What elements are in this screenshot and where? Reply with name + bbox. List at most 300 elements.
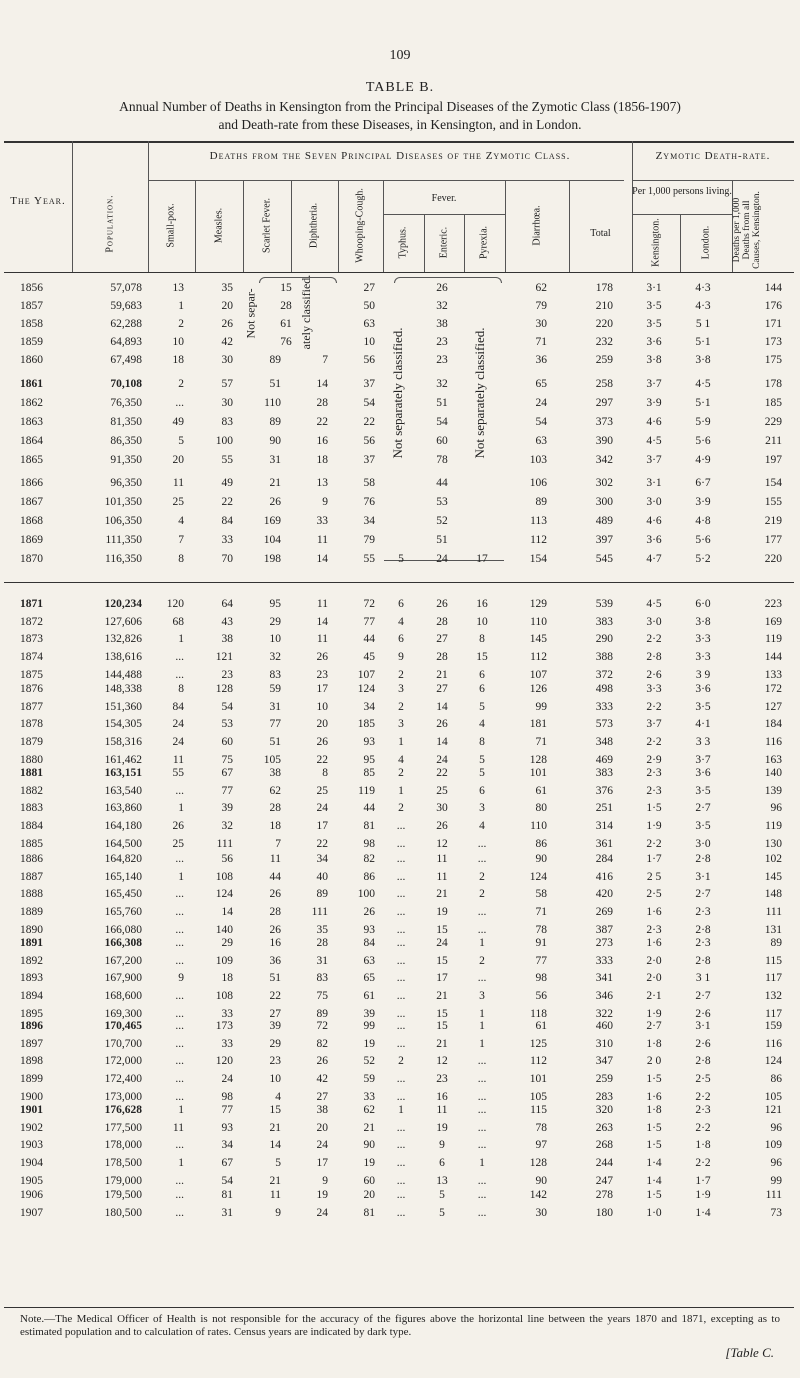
- table-row: [0, 378, 800, 397]
- kensington-rate-cell: 1·5: [646, 1121, 662, 1134]
- all-causes-rate-cell: 89: [770, 937, 782, 949]
- enteric-cell: 13: [436, 1174, 448, 1187]
- total-cell: 258: [595, 378, 613, 390]
- enteric-cell: 52: [436, 515, 448, 527]
- smallpox-cell: ...: [175, 937, 184, 949]
- smallpox-cell: 20: [172, 454, 184, 466]
- measles-cell: 24: [221, 1073, 233, 1086]
- kensington-rate-cell: 3·3: [646, 683, 662, 695]
- population-cell: 116,350: [105, 553, 142, 565]
- year-cell: 1905: [20, 1174, 43, 1187]
- scarlet-fever-cell: 27: [269, 1007, 281, 1020]
- london-rate-cell: 5·1: [695, 336, 711, 348]
- whooping-cough-cell: 52: [363, 1055, 375, 1068]
- whooping-cough-header: Whooping-Cough.: [354, 188, 366, 263]
- kensington-rate-cell: 2 5: [646, 870, 662, 883]
- whooping-cough-cell: 107: [357, 668, 375, 681]
- enteric-cell: 51: [436, 534, 448, 546]
- table-row: [0, 853, 800, 872]
- measles-cell: 83: [221, 416, 233, 428]
- population-cell: 179,500: [104, 1189, 142, 1201]
- diphtheria-cell: 42: [316, 1073, 328, 1086]
- london-rate-cell: 2·8: [695, 923, 711, 936]
- diphtheria-cell: 8: [322, 767, 328, 779]
- all-causes-rate-cell: 145: [764, 870, 782, 883]
- scarlet-fever-cell: 28: [269, 906, 281, 919]
- scarlet-fever-cell: 44: [269, 870, 281, 883]
- all-causes-rate-cell: 154: [764, 477, 782, 489]
- whooping-cough-cell: 10: [363, 336, 375, 348]
- total-cell: 342: [595, 454, 613, 466]
- measles-cell: 109: [215, 954, 233, 967]
- london-rate-cell: 2·2: [695, 1157, 711, 1170]
- enteric-cell: 54: [436, 416, 448, 428]
- smallpox-cell: 1: [178, 633, 184, 646]
- measles-cell: 35: [221, 282, 233, 294]
- whooping-cough-cell: 82: [363, 853, 375, 865]
- diphtheria-cell: 22: [316, 837, 328, 850]
- diarrhoea-cell: 181: [529, 718, 547, 731]
- whooping-cough-cell: 39: [363, 1007, 375, 1020]
- enteric-cell: 25: [436, 784, 448, 797]
- year-cell: 1889: [20, 906, 43, 919]
- all-causes-rate-cell: 144: [764, 282, 782, 294]
- pyrexia-cell: 2: [479, 954, 485, 967]
- scarlet-fever-cell: 105: [263, 753, 281, 766]
- population-cell: 165,760: [104, 906, 142, 919]
- typhus-cell: 5: [398, 553, 404, 565]
- enteric-cell: 21: [436, 668, 448, 681]
- header-divider: [72, 141, 73, 272]
- london-rate-cell: 1·4: [695, 1206, 711, 1219]
- pyrexia-cell: ...: [477, 972, 487, 985]
- typhus-cell: ...: [396, 923, 406, 936]
- pyrexia-cell: 8: [479, 736, 485, 749]
- scarlet-fever-cell: 32: [269, 651, 281, 664]
- london-rate-cell: 1·9: [695, 1189, 711, 1201]
- diarrhoea-cell: 71: [535, 336, 547, 348]
- enteric-cell: 38: [436, 318, 448, 330]
- diphtheria-cell: 14: [316, 615, 328, 628]
- year-cell: 1869: [20, 534, 43, 546]
- kensington-rate-cell: 2·5: [646, 888, 662, 901]
- table-row: [0, 888, 800, 907]
- scarlet-fever-cell: 110: [264, 397, 281, 409]
- enteric-cell: 26: [436, 718, 448, 731]
- diarrhoea-cell: 118: [530, 1007, 547, 1020]
- year-cell: 1906: [20, 1189, 43, 1201]
- london-rate-cell: 5·2: [695, 553, 711, 565]
- diphtheria-cell: 11: [316, 598, 328, 610]
- year-cell: 1903: [20, 1139, 43, 1152]
- year-cell: 1859: [20, 336, 43, 348]
- year-cell: 1899: [20, 1073, 43, 1086]
- diarrhoea-cell: 65: [535, 378, 547, 390]
- kensington-rate-cell: 4·6: [646, 515, 662, 527]
- diphtheria-cell: 34: [316, 853, 328, 865]
- smallpox-cell: ...: [175, 923, 184, 936]
- measles-cell: 33: [221, 1037, 233, 1050]
- all-causes-rate-cell: 116: [765, 1037, 782, 1050]
- scarlet-fever-cell: 21: [269, 477, 281, 489]
- total-cell: 244: [595, 1157, 613, 1170]
- london-rate-cell: 1·8: [695, 1139, 711, 1152]
- kensington-rate-cell: 1·7: [646, 853, 662, 865]
- total-cell: 210: [595, 300, 613, 312]
- kensington-rate-cell: 1·5: [646, 1073, 662, 1086]
- table-row: [0, 1038, 800, 1057]
- kensington-rate-cell: 1·6: [646, 937, 662, 949]
- diphtheria-cell: 10: [316, 700, 328, 713]
- scarlet-fever-cell: 21: [269, 1174, 281, 1187]
- total-cell: 361: [595, 837, 613, 850]
- pyrexia-cell: ...: [477, 837, 487, 850]
- smallpox-cell: ...: [175, 668, 184, 681]
- population-cell: 86,350: [110, 435, 142, 447]
- enteric-cell: 28: [436, 615, 448, 628]
- diphtheria-cell: 40: [316, 870, 328, 883]
- diarrhoea-cell: 112: [530, 651, 547, 664]
- table-row: [0, 1207, 800, 1226]
- diarrhoea-cell: 154: [529, 553, 547, 565]
- diarrhoea-cell: 36: [535, 354, 547, 366]
- scarlet-diphtheria-combined-cell: 28: [280, 300, 292, 312]
- total-cell: 320: [595, 1104, 613, 1116]
- typhus-cell: ...: [396, 954, 406, 967]
- all-causes-rate-cell: 96: [770, 1121, 782, 1134]
- all-causes-rate-cell: 229: [764, 416, 782, 428]
- smallpox-cell: 120: [166, 598, 184, 610]
- population-cell: 70,108: [110, 378, 142, 390]
- year-cell: 1904: [20, 1157, 43, 1170]
- total-cell: 220: [595, 318, 613, 330]
- smallpox-cell: 68: [172, 615, 184, 628]
- typhus-cell: ...: [396, 1037, 406, 1050]
- diphtheria-cell: 26: [316, 1055, 328, 1068]
- table-row: [0, 871, 800, 890]
- london-rate-cell: 4·9: [695, 454, 711, 466]
- total-cell: 268: [595, 1139, 613, 1152]
- london-rate-cell: 3·8: [695, 354, 711, 366]
- pyrexia-cell: ...: [477, 1055, 487, 1068]
- table-row: [0, 1157, 800, 1176]
- total-cell: 180: [595, 1206, 613, 1219]
- diphtheria-cell: 13: [316, 477, 328, 489]
- whooping-cough-cell: 81: [363, 1206, 375, 1219]
- measles-header: Measles.: [213, 207, 225, 244]
- kensington-rate-cell: 3·0: [646, 615, 662, 628]
- all-causes-rate-cell: 163: [764, 753, 782, 766]
- kensington-rate-cell: 2·7: [646, 1020, 662, 1032]
- london-rate-cell: 3·5: [695, 700, 711, 713]
- whooping-cough-cell: 45: [363, 651, 375, 664]
- pyrexia-cell: ...: [477, 853, 487, 865]
- caption-line-1: Annual Number of Deaths in Kensington from the Principal Diseases of the Zymotic Class (1856-1907): [119, 99, 681, 114]
- per1000-rule: [632, 214, 732, 215]
- all-causes-rate-cell: 124: [764, 1055, 782, 1068]
- smallpox-cell: 11: [172, 1121, 184, 1134]
- smallpox-cell: 25: [172, 837, 184, 850]
- table-row: [0, 534, 800, 553]
- whooping-cough-cell: 56: [363, 354, 375, 366]
- whooping-cough-cell: 86: [363, 870, 375, 883]
- typhus-cell: ...: [396, 1007, 406, 1020]
- enteric-cell: 14: [436, 700, 448, 713]
- measles-cell: 140: [215, 923, 233, 936]
- whooping-cough-cell: 124: [357, 683, 375, 695]
- all-causes-rate-cell: 102: [764, 853, 782, 865]
- whooping-cough-cell: 60: [363, 1174, 375, 1187]
- total-cell: 420: [595, 888, 613, 901]
- typhus-cell: 2: [398, 1055, 404, 1068]
- diarrhoea-cell: 77: [535, 954, 547, 967]
- total-cell: 259: [595, 1073, 613, 1086]
- typhus-cell: ...: [396, 906, 406, 919]
- whooping-cough-cell: 34: [363, 515, 375, 527]
- whooping-cough-cell: 100: [357, 888, 375, 901]
- london-rate-cell: 3·8: [695, 615, 711, 628]
- london-rate-cell: 2·6: [695, 1007, 711, 1020]
- measles-cell: 20: [221, 300, 233, 312]
- london-rate-cell: 1·7: [695, 1174, 711, 1187]
- enteric-cell: 16: [436, 1090, 448, 1103]
- diphtheria-cell: 19: [316, 1189, 328, 1201]
- population-cell: 166,080: [104, 923, 142, 936]
- scarlet-fever-cell: 11: [269, 1189, 281, 1201]
- table-row: [0, 820, 800, 839]
- pyrexia-cell: 1: [479, 1037, 485, 1050]
- measles-cell: 33: [221, 1007, 233, 1020]
- kensington-rate-cell: 1·9: [646, 820, 662, 833]
- scarlet-fever-cell: 95: [269, 598, 281, 610]
- kensington-rate-cell: 3·5: [646, 318, 662, 330]
- measles-cell: 42: [221, 336, 233, 348]
- scarlet-fever-cell: 26: [269, 496, 281, 508]
- scarlet-fever-cell: 11: [269, 853, 281, 865]
- measles-cell: 49: [221, 477, 233, 489]
- diarrhoea-cell: 126: [529, 683, 547, 695]
- whooping-cough-cell: 63: [363, 954, 375, 967]
- diphtheria-cell: 111: [311, 906, 328, 919]
- diarrhoea-cell: 89: [535, 496, 547, 508]
- all-causes-rate-cell: 132: [764, 990, 782, 1003]
- all-causes-rate-cell: 96: [770, 1157, 782, 1170]
- kensington-rate-cell: 3·7: [646, 718, 662, 731]
- total-cell: 372: [595, 668, 613, 681]
- population-header: Population.: [104, 194, 116, 253]
- total-cell: 573: [595, 718, 613, 731]
- all-causes-rate-cell: 86: [770, 1073, 782, 1086]
- measles-cell: 121: [215, 651, 233, 664]
- total-cell: 388: [595, 651, 613, 664]
- continued-label: [Table C.: [725, 1345, 774, 1360]
- table-row: [0, 785, 800, 804]
- kensington-rate-cell: 1·0: [646, 1206, 662, 1219]
- enteric-cell: 30: [436, 802, 448, 815]
- kensington-rate-cell: 1·8: [646, 1037, 662, 1050]
- typhus-cell: 2: [398, 802, 404, 815]
- total-cell: 310: [595, 1037, 613, 1050]
- smallpox-cell: 55: [172, 767, 184, 779]
- typhus-cell: 4: [398, 753, 404, 766]
- all-causes-rate-cell: 119: [765, 820, 782, 833]
- pyrexia-cell: 6: [479, 683, 485, 695]
- london-rate-cell: 3·5: [695, 784, 711, 797]
- whooping-cough-cell: 81: [363, 820, 375, 833]
- whooping-cough-cell: 77: [363, 615, 375, 628]
- measles-cell: 173: [215, 1020, 233, 1032]
- enteric-cell: 15: [436, 923, 448, 936]
- whooping-cough-cell: 34: [363, 700, 375, 713]
- kensington-rate-cell: 2·0: [646, 972, 662, 985]
- scarlet-fever-cell: 51: [269, 972, 281, 985]
- population-cell: 166,308: [104, 937, 142, 949]
- london-rate-cell: 2·6: [695, 1037, 711, 1050]
- scarlet-fever-cell: 23: [269, 1055, 281, 1068]
- scarlet-fever-cell: 16: [269, 937, 281, 949]
- total-cell: 322: [595, 1007, 613, 1020]
- enteric-cell: 21: [436, 1037, 448, 1050]
- diphtheria-cell: 26: [316, 651, 328, 664]
- year-cell: 1907: [20, 1206, 43, 1219]
- all-causes-rate-cell: 211: [765, 435, 782, 447]
- diarrhoea-cell: 125: [529, 1037, 547, 1050]
- diarrhoea-cell: 90: [535, 853, 547, 865]
- year-cell: 1879: [20, 736, 43, 749]
- smallpox-cell: ...: [175, 888, 184, 901]
- diarrhoea-cell: 71: [535, 906, 547, 919]
- enteric-cell: 9: [439, 1139, 445, 1152]
- table-row: [0, 435, 800, 454]
- diarrhoea-cell: 90: [535, 1174, 547, 1187]
- diphtheria-cell: 20: [316, 1121, 328, 1134]
- smallpox-cell: ...: [175, 397, 184, 409]
- whooping-cough-cell: 27: [363, 282, 375, 294]
- pyrexia-cell: 3: [479, 990, 485, 1003]
- year-cell: 1880: [20, 753, 43, 766]
- all-causes-rate-cell: 177: [764, 534, 782, 546]
- population-cell: 164,180: [104, 820, 142, 833]
- whooping-cough-cell: 185: [357, 718, 375, 731]
- smallpox-cell: 24: [172, 736, 184, 749]
- diphtheria-cell: 17: [316, 683, 328, 695]
- diphtheria-cell: 22: [316, 753, 328, 766]
- measles-cell: 67: [221, 1157, 233, 1170]
- diarrhoea-cell: 107: [529, 668, 547, 681]
- scarlet-diphtheria-combined-cell: 15: [280, 282, 292, 294]
- table-row: [0, 454, 800, 473]
- header-divider: [680, 214, 681, 272]
- scarlet-fever-cell: 26: [269, 888, 281, 901]
- enteric-cell: 27: [436, 633, 448, 646]
- table-row: [0, 633, 800, 652]
- pyrexia-cell: 2: [479, 870, 485, 883]
- enteric-cell: 26: [436, 820, 448, 833]
- rate-header-rule: [632, 180, 794, 181]
- diarrhoea-cell: 101: [529, 767, 547, 779]
- scarlet-fever-cell: 29: [269, 615, 281, 628]
- total-cell: 373: [595, 416, 613, 428]
- population-cell: 151,360: [104, 700, 142, 713]
- typhus-cell: ...: [396, 1121, 406, 1134]
- diphtheria-cell: 23: [316, 668, 328, 681]
- measles-cell: 54: [221, 1174, 233, 1187]
- all-causes-rate-cell: 185: [764, 397, 782, 409]
- scarlet-fever-cell: 89: [269, 354, 281, 366]
- reliability-rule: [4, 582, 794, 583]
- population-cell: 179,000: [104, 1174, 142, 1187]
- kensington-rate-cell: 2·2: [646, 633, 662, 646]
- diarrhoea-cell: 86: [535, 837, 547, 850]
- population-cell: 170,465: [104, 1020, 142, 1032]
- pyrexia-cell: ...: [477, 1206, 487, 1219]
- table-row: [0, 496, 800, 515]
- table-row: [0, 683, 800, 702]
- scarlet-fever-cell: 169: [263, 515, 281, 527]
- diphtheria-cell: 9: [322, 496, 328, 508]
- enteric-cell: 12: [436, 1055, 448, 1068]
- kensington-rate-cell: 3·1: [646, 282, 662, 294]
- not-separately-label-a: Not separ-: [243, 288, 258, 339]
- measles-cell: 43: [221, 615, 233, 628]
- kensington-rate-cell: 1·8: [646, 1104, 662, 1116]
- table-row: [0, 906, 800, 925]
- table-row: [0, 354, 800, 373]
- population-cell: 163,540: [104, 784, 142, 797]
- year-cell: 1863: [20, 416, 43, 428]
- table-row: [0, 1073, 800, 1092]
- total-cell: 390: [595, 435, 613, 447]
- kensington-rate-cell: 2·1: [646, 990, 662, 1003]
- whooping-cough-cell: 72: [363, 598, 375, 610]
- year-cell: 1871: [20, 598, 43, 610]
- diarrhoea-cell: 129: [529, 598, 547, 610]
- population-cell: 57,078: [110, 282, 142, 294]
- scarlet-fever-cell: 10: [269, 633, 281, 646]
- all-causes-rate-cell: 117: [765, 972, 782, 985]
- diarrhoea-cell: 99: [535, 700, 547, 713]
- kensington-rate-cell: 3·6: [646, 336, 662, 348]
- all-causes-rate-cell: 130: [764, 837, 782, 850]
- enteric-cell: 21: [436, 990, 448, 1003]
- diarrhoea-cell: 97: [535, 1139, 547, 1152]
- year-cell: 1882: [20, 784, 43, 797]
- table-row: [0, 336, 800, 355]
- typhus-cell: ...: [396, 888, 406, 901]
- year-cell: 1885: [20, 837, 43, 850]
- typhus-cell: ...: [396, 1189, 406, 1201]
- pyrexia-cell: 6: [479, 784, 485, 797]
- measles-cell: 60: [221, 736, 233, 749]
- diphtheria-cell: 17: [316, 820, 328, 833]
- diarrhoea-cell: 63: [535, 435, 547, 447]
- header-divider: [291, 180, 292, 272]
- whooping-cough-cell: 20: [363, 1189, 375, 1201]
- population-cell: 132,826: [104, 633, 142, 646]
- table-row: [0, 318, 800, 337]
- total-cell: 232: [595, 336, 613, 348]
- measles-cell: 38: [221, 633, 233, 646]
- total-cell: 333: [595, 700, 613, 713]
- pyrexia-cell: 4: [479, 718, 485, 731]
- kensington-rate-cell: 4·5: [646, 435, 662, 447]
- whooping-cough-cell: 56: [363, 435, 375, 447]
- pyrexia-cell: 2: [479, 888, 485, 901]
- year-cell: 1877: [20, 700, 43, 713]
- measles-cell: 22: [221, 496, 233, 508]
- diarrhoea-cell: 115: [530, 1104, 547, 1116]
- enteric-cell: 19: [436, 906, 448, 919]
